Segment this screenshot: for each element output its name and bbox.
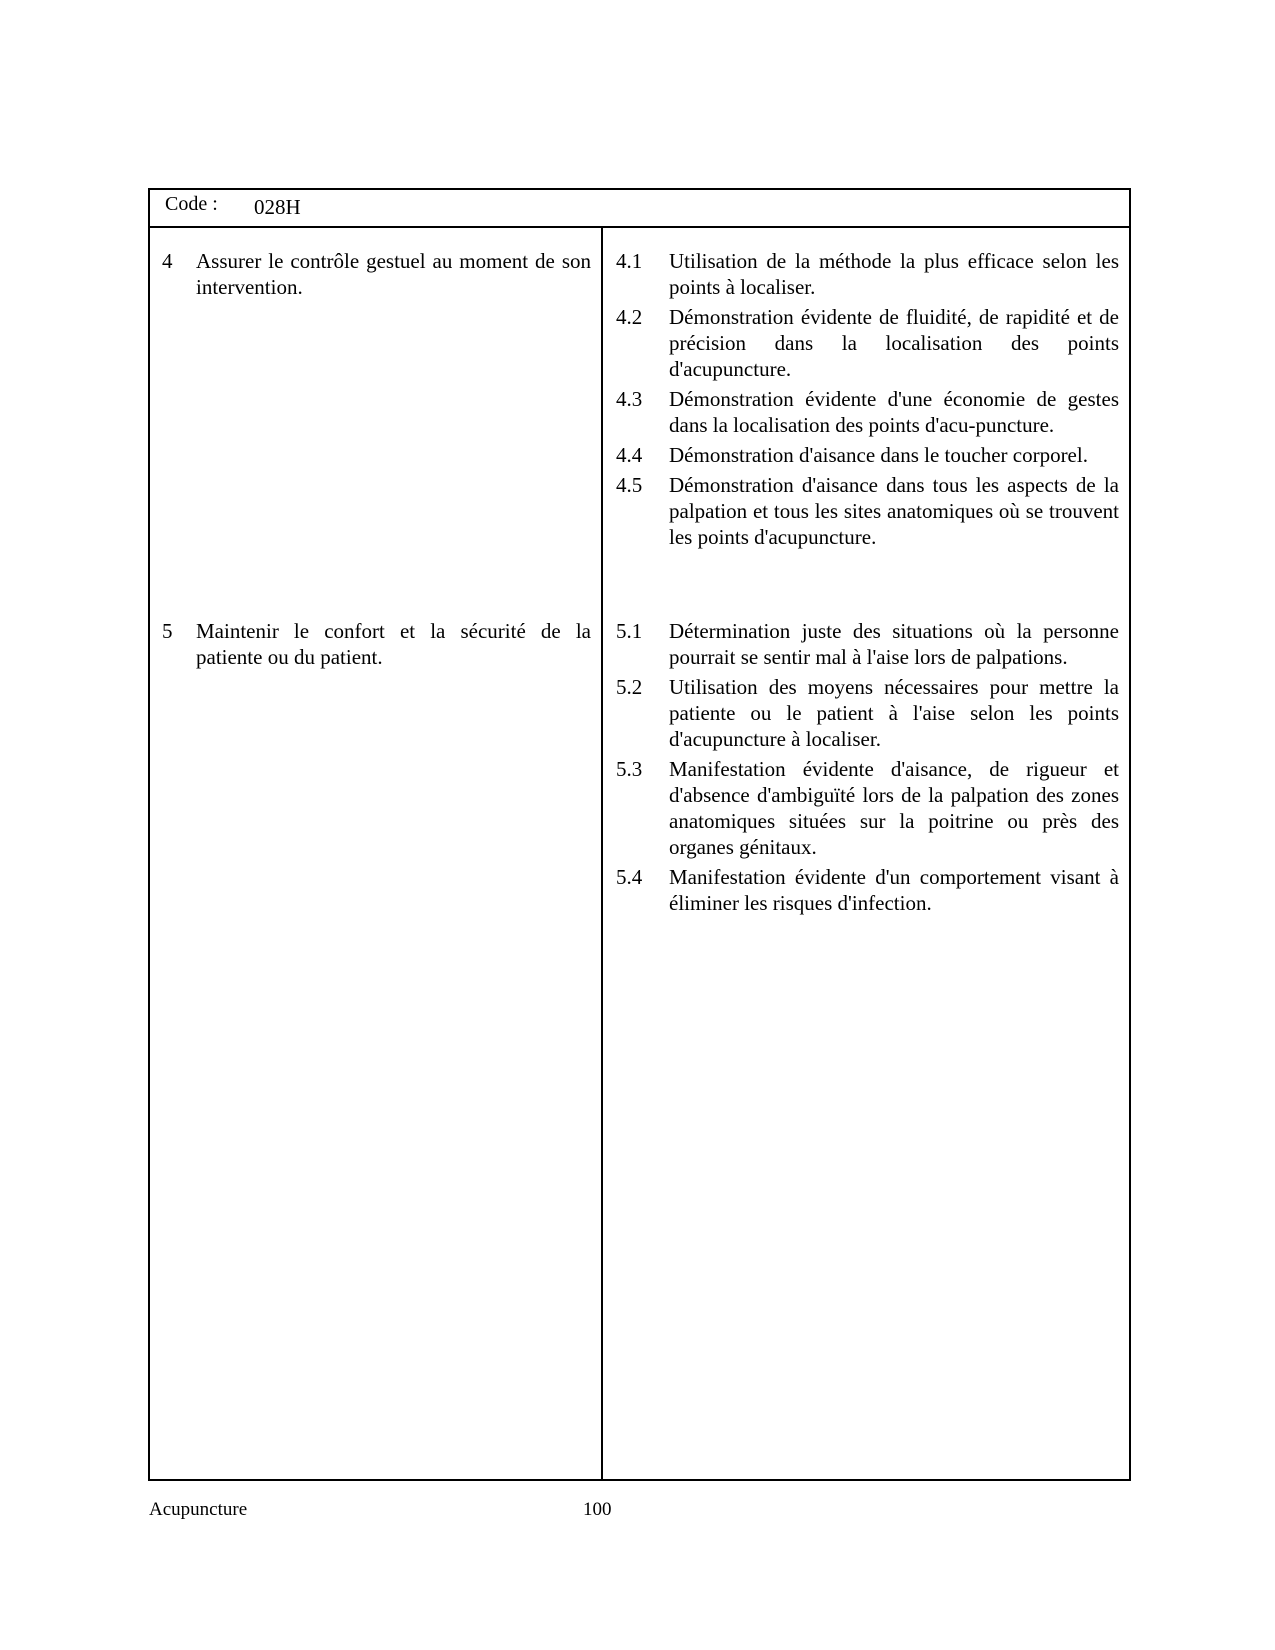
criterion-number: 5.1 bbox=[616, 619, 643, 643]
element-number: 5 bbox=[162, 619, 173, 643]
criterion-text: Démonstration d'aisance dans le toucher corporel. bbox=[669, 443, 1088, 467]
footer-program-name: Acupuncture bbox=[149, 1499, 248, 1520]
criterion-text: Manifestation évidente d'un comportement visant à éliminer les risques d'infection. bbox=[669, 865, 1119, 915]
criterion-4-3 bbox=[603, 386, 1129, 438]
criterion-number: 5.4 bbox=[616, 865, 643, 889]
element-text: Maintenir le confort et la sécurité de la patiente ou du patient. bbox=[196, 619, 591, 669]
criteria-column bbox=[603, 226, 1129, 1479]
criterion-4-1 bbox=[603, 248, 1129, 300]
criteria-group-4 bbox=[603, 248, 1129, 554]
criterion-number: 4.1 bbox=[616, 249, 643, 273]
code-header-row bbox=[150, 190, 1129, 228]
criterion-text: Démonstration évidente de fluidité, de rapidité et de précision dans la localisation des points d'acupuncture. bbox=[669, 305, 1119, 381]
criterion-number: 4.3 bbox=[616, 387, 643, 411]
criteria-group-5 bbox=[603, 618, 1129, 920]
criterion-4-2 bbox=[603, 304, 1129, 382]
criterion-5-2 bbox=[603, 674, 1129, 752]
criterion-5-3 bbox=[603, 756, 1129, 860]
criterion-text: Démonstration évidente d'une économie de gestes dans la localisation des points d'acu-puncture. bbox=[669, 387, 1119, 437]
criterion-text: Détermination juste des situations où la personne pourrait se sentir mal à l'aise lors de palpations. bbox=[669, 619, 1119, 669]
footer-page-number: 100 bbox=[583, 1499, 612, 1520]
criterion-number: 4.5 bbox=[616, 473, 643, 497]
element-number: 4 bbox=[162, 249, 173, 273]
criterion-text: Utilisation de la méthode la plus efficace selon les points à localiser. bbox=[669, 249, 1119, 299]
criterion-number: 5.3 bbox=[616, 757, 643, 781]
criterion-number: 4.2 bbox=[616, 305, 643, 329]
criterion-5-4 bbox=[603, 864, 1129, 916]
elements-column bbox=[150, 226, 601, 1479]
criterion-text: Utilisation des moyens nécessaires pour mettre la patiente ou le patient à l'aise selon les points d'acupuncture à localiser. bbox=[669, 675, 1119, 751]
criterion-4-5 bbox=[603, 472, 1129, 550]
criterion-number: 4.4 bbox=[616, 443, 643, 467]
criterion-text: Démonstration d'aisance dans tous les aspects de la palpation et tous les sites anatomiques où se trouvent les points d'acupuncture. bbox=[669, 473, 1119, 549]
code-value: 028H bbox=[254, 195, 301, 219]
criterion-number: 5.2 bbox=[616, 675, 643, 699]
element-text: Assurer le contrôle gestuel au moment de son intervention. bbox=[196, 249, 591, 299]
criterion-4-4 bbox=[603, 442, 1129, 468]
code-label: Code : bbox=[165, 193, 218, 215]
competency-table bbox=[148, 188, 1131, 1481]
criterion-5-1 bbox=[603, 618, 1129, 670]
criterion-text: Manifestation évidente d'aisance, de rigueur et d'absence d'ambiguïté lors de la palpation des zones anatomiques situées sur la poitrine ou près des organes génitaux. bbox=[669, 757, 1119, 859]
